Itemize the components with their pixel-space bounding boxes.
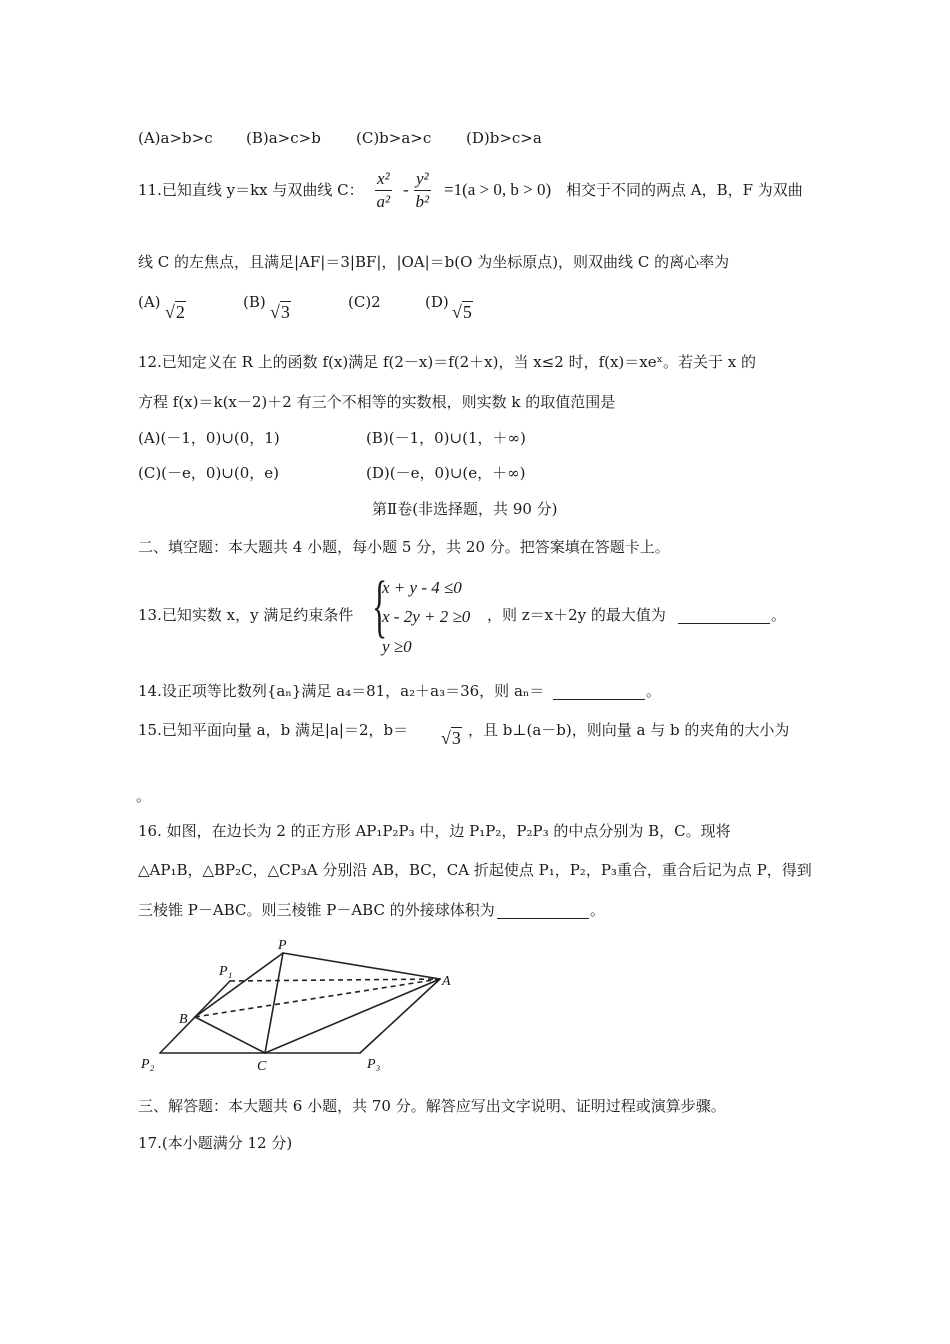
q11-equation-rhs: =1(a > 0, b > 0) — [444, 180, 552, 199]
q16-line3: 三棱锥 P－ABC。则三棱锥 P－ABC 的外接球体积为 — [138, 901, 495, 919]
part2-title: 第Ⅱ卷(非选择题，共 90 分) — [372, 500, 558, 518]
q16-end: 。 — [590, 901, 606, 919]
q11-option-a-value: √2 — [165, 302, 185, 322]
q15-prefix: 15.已知平面向量 a，b 满足|a|＝2，b＝ — [138, 721, 409, 739]
q10-option-c: (C)b>a>c — [356, 129, 432, 147]
label-c: C — [257, 1059, 267, 1074]
q17-heading: 17.(本小题满分 12 分) — [138, 1134, 293, 1152]
q10-option-a: (A)a>b>c — [138, 129, 213, 147]
q13-constraint-2: x - 2y + 2 ≥0 — [382, 607, 471, 626]
q16-triangular-pyramid-figure — [135, 935, 465, 1080]
q12-option-a: (A)(－1，0)∪(0，1) — [138, 429, 280, 447]
section2-heading: 二、填空题：本大题共 4 小题，每小题 5 分，共 20 分。把答案填在答题卡上。 — [138, 538, 670, 556]
edge-c-a — [265, 979, 440, 1053]
q10-option-b: (B)a>c>b — [246, 129, 321, 147]
q13-prefix: 13.已知实数 x，y 满足约束条件 — [138, 606, 354, 624]
q11-option-a: (A) — [138, 293, 161, 311]
label-b: B — [179, 1012, 188, 1027]
q13-constraint-1: x + y - 4 ≤0 — [382, 578, 462, 597]
edge-p3-a — [360, 979, 440, 1053]
q15-suffix: ，且 b⊥(a－b)，则向量 a 与 b 的夹角的大小为 — [468, 721, 790, 739]
q12-option-c: (C)(－e，0)∪(0，e) — [138, 464, 279, 482]
q13-brace: { — [372, 568, 388, 645]
section3-heading: 三、解答题：本大题共 6 小题，共 70 分。解答应写出文字说明、证明过程或演算步骤。 — [138, 1097, 726, 1115]
q14-end: 。 — [646, 682, 662, 700]
edge-p1-a-dashed — [230, 979, 440, 981]
q16-line1: 16. 如图，在边长为 2 的正方形 AP₁P₂P₃ 中，边 P₁P₂，P₂P₃ 的中点分别为 B，C。现将 — [138, 822, 731, 840]
q11-option-c: (C)2 — [348, 293, 381, 311]
q11-option-b: (B) — [243, 293, 266, 311]
q12-option-d: (D)(－e，0)∪(e，＋∞) — [366, 464, 526, 482]
q10-option-d: (D)b>c>a — [466, 129, 542, 147]
edge-b-c — [195, 1017, 265, 1053]
label-p1: P₁ — [219, 964, 233, 979]
q13-end: 。 — [771, 606, 787, 624]
label-p3: P₃ — [367, 1057, 381, 1072]
q11-prefix: 11.已知直线 y＝kx 与双曲线 C： — [138, 181, 364, 199]
q15-sqrt-value: √3 — [441, 728, 461, 748]
edge-p-c — [265, 953, 283, 1053]
q11-minus: - — [403, 180, 409, 199]
label-p2: P₂ — [141, 1057, 155, 1072]
q11-fraction-x: $\frac{\text{x²}}{\text{a²}}$ — [376, 169, 391, 211]
q13-answer-blank — [678, 605, 770, 629]
q14-answer-blank — [553, 681, 645, 705]
edge-p-a — [283, 953, 440, 979]
q11-suffix: 相交于不同的两点 A，B，F 为双曲 — [566, 181, 803, 199]
q15-line2: 。 — [136, 787, 152, 805]
edge-b-a-dashed — [195, 979, 440, 1017]
q11-line2: 线 C 的左焦点，且满足|AF|＝3|BF|，|OA|＝b(O 为坐标原点)，则双曲线 C 的离心率为 — [138, 253, 730, 271]
q13-suffix: ，则 z＝x＋2y 的最大值为 — [487, 606, 666, 624]
q11-option-b-value: √3 — [270, 302, 290, 322]
q14-text: 14.设正项等比数列{aₙ}满足 a₄＝81，a₂＋a₃＝36，则 aₙ＝ — [138, 682, 545, 700]
q11-option-d-value: √5 — [452, 302, 472, 322]
q16-answer-blank — [497, 900, 589, 924]
q13-constraint-3: y ≥0 — [382, 637, 412, 656]
label-p: P — [278, 938, 287, 953]
q12-option-b: (B)(－1，0)∪(1，＋∞) — [366, 429, 526, 447]
q11-fraction-y: $\frac{\text{y²}}{\text{b²}}$ — [415, 169, 430, 211]
q12-line1: 12.已知定义在 R 上的函数 f(x)满足 f(2－x)＝f(2＋x)，当 x≤2 时，f(x)＝xeˣ。若关于 x 的 — [138, 353, 756, 371]
edge-p-b — [195, 953, 283, 1017]
label-a: A — [442, 974, 451, 989]
q11-option-d: (D) — [425, 293, 449, 311]
q16-line2: △AP₁B，△BP₂C，△CP₃A 分别沿 AB，BC，CA 折起使点 P₁，P₂，P₃重合，重合后记为点 P，得到 — [138, 861, 812, 879]
q12-line2: 方程 f(x)＝k(x－2)＋2 有三个不相等的实数根，则实数 k 的取值范围是 — [138, 393, 616, 411]
